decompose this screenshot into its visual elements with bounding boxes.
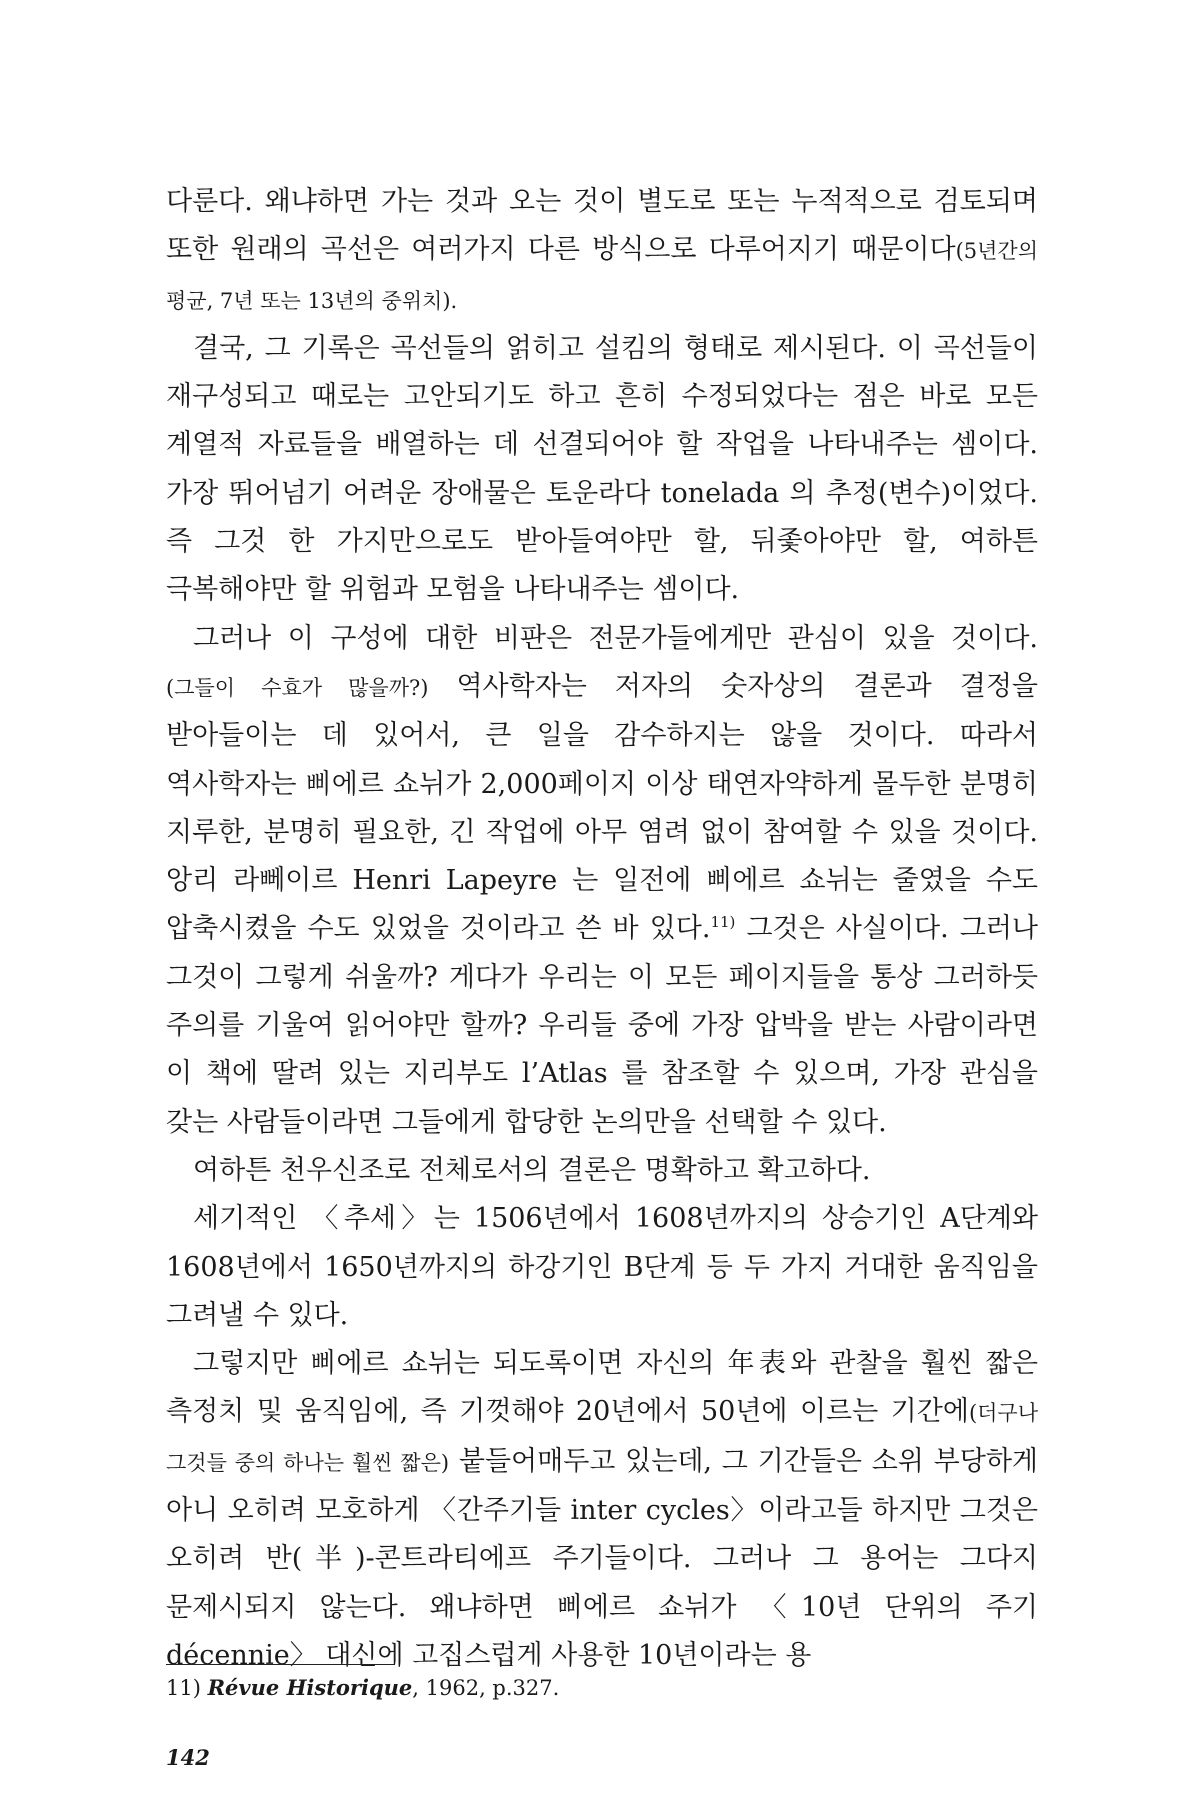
footnote-ref: 11): [710, 913, 736, 932]
page-number: 142: [166, 1745, 210, 1770]
footnote-number: 11): [166, 1676, 201, 1700]
footnote-separator: [166, 1664, 394, 1665]
footnote-source: Révue Historique: [207, 1675, 413, 1700]
text-run: 그것은 사실이다. 그러나 그것이 그렇게 쉬울까? 게다가 우리는 이 모든 페이지들을 통상 그러하듯 주의를 기울여 읽어야만 할까? 우리들 중에 가장 압박을 받는 사람이라면 이 책에 딸려 있는 지리부도 l’Atlas 를 참조할 수 있으며, 가장 관심을 갖는 사람들이라면 그들에게 합당한 논의만을 선택할 수 있다.: [166, 913, 1038, 1138]
paragraph: [166, 1340, 1038, 1680]
text-run: 역사학자는 저자의 숫자상의 결론과 결정을 받아들이는 데 있어서, 큰 일을 감수하지는 않을 것이다. 따라서 역사학자는 삐에르 쇼뉘가 2,000페이지 이상 태연자약하게 몰두한 분명히 지루한, 분명히 필요한, 긴 작업에 아무 염려 없이 참여할 수 있을 것이다. 앙리 라뻬이르 Henri Lapeyre 는 일전에 삐에르 쇼뉘는 줄였을 수도 압축시켰을 수도 있었을 것이라고 쓴 바 있다.: [166, 670, 1038, 945]
parenthetical-note: (5년간의 평균, 7년 또는 13년의 중위치).: [166, 239, 1038, 313]
paragraph: [166, 178, 1038, 325]
text-run: 그렇지만 삐에르 쇼뉘는 되도록이면 자신의 年表와 관찰을 훨씬 짧은 측정치 및 움직임에, 즉 기껏해야 20년에서 50년에 이르는 기간에: [166, 1348, 1038, 1428]
text-run: 붙들어매두고 있는데, 그 기간들은 소위 부당하게 아니 오히려 모호하게 〈간주기들 inter cycles〉이라고들 하지만 그것은 오히려 반(半)-콘트라티에프 주기들이다. 그러나 그 용어는 그다지 문제시되지 않는다. 왜냐하면 삐에르 쇼뉘가 〈10년 단위의 주기 décennie〉 대신에 고집스럽게 사용한 10년이라는 용: [166, 1445, 1038, 1671]
text-run: 다룬다. 왜냐하면 가는 것과 오는 것이 별도로 또는 누적적으로 검토되며 또한 원래의 곡선은 여러가지 다른 방식으로 다루어지기 때문이다: [166, 186, 1038, 266]
body-text: [166, 178, 1038, 1680]
parenthetical-note: (그들이 수효가 많을까?): [166, 675, 429, 700]
paragraph: [166, 1195, 1038, 1340]
paragraph: [166, 1147, 1038, 1195]
footnote-detail: , 1962, p.327.: [412, 1676, 560, 1700]
parenthetical-note: (더구나 그것들 중의 하나는 훨씬 짧은): [166, 1401, 1038, 1475]
paragraph: [166, 325, 1038, 615]
footnote-11: [166, 1673, 559, 1703]
text-run: 결국, 그 기록은 곡선들의 얽히고 설킴의 형태로 제시된다. 이 곡선들이 재구성되고 때로는 고안되기도 하고 흔히 수정되었다는 점은 바로 모든 계열적 자료들을 배열하는 데 선결되어야 할 작업을 나타내주는 셈이다. 가장 뛰어넘기 어려운 장애물은 토운라다 tonelada 의 추정(변수)이었다. 즉 그것 한 가지만으로도 받아들여야만 할, 뒤좇아야만 할, 여하튼 극복해야만 할 위험과 모험을 나타내주는 셈이다.: [166, 332, 1038, 606]
text-run: 세기적인 〈추세〉는 1506년에서 1608년까지의 상승기인 A단계와 1608년에서 1650년까지의 하강기인 B단계 등 두 가지 거대한 움직임을 그려낼 수 있다.: [166, 1203, 1038, 1331]
text-run: 그러나 이 구성에 대한 비판은 전문가들에게만 관심이 있을 것이다.: [193, 622, 1038, 654]
paragraph: [166, 615, 1038, 1147]
text-run: 여하튼 천우신조로 전체로서의 결론은 명확하고 확고하다.: [193, 1154, 871, 1186]
